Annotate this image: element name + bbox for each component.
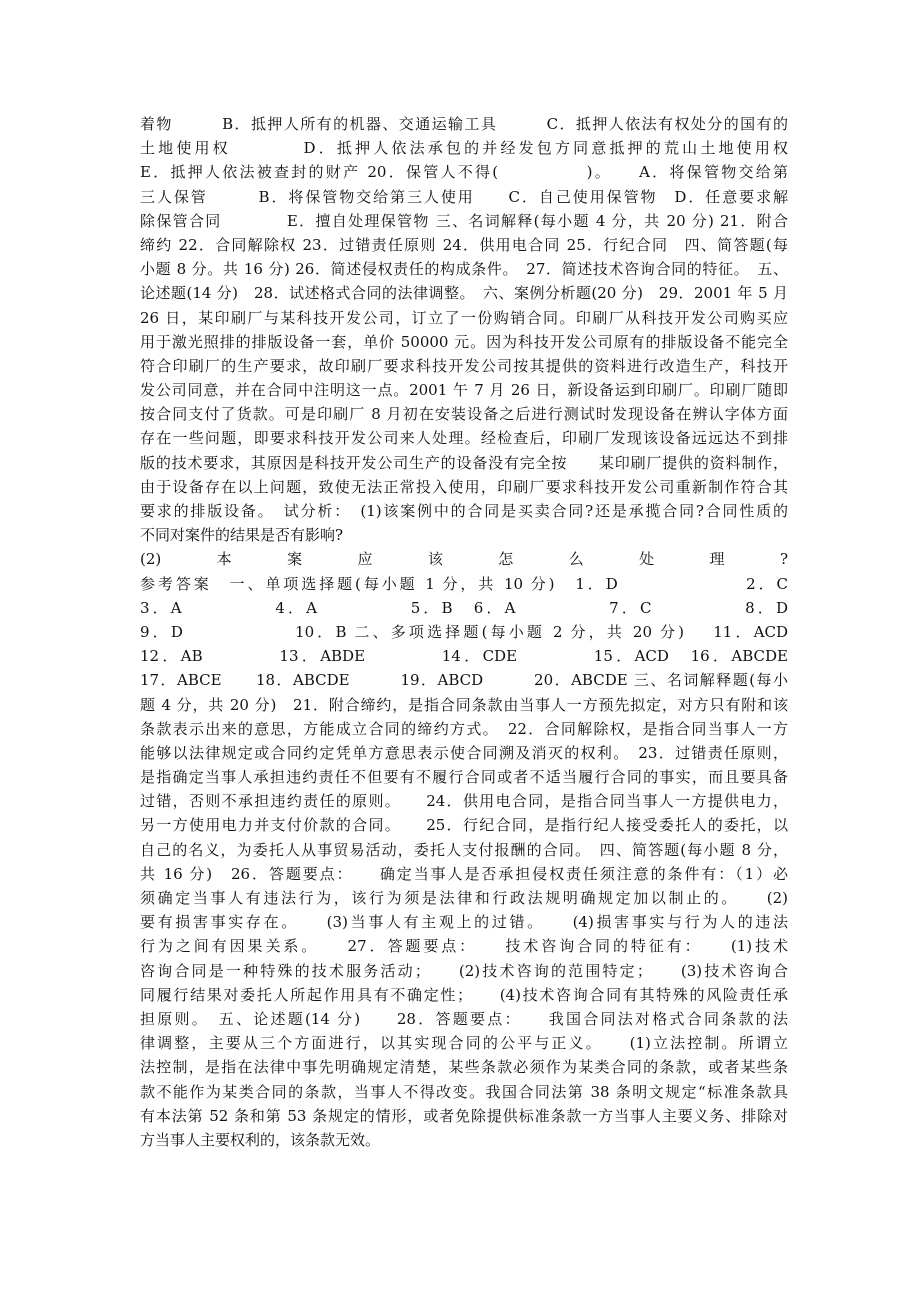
text-line: 要有损害事实存在。 (3)当事人有主观上的过错。 (4)损害事实与行为人的违法 [140,913,788,932]
text-line: 9．D 10．B 二、多项选择题(每小题 2 分，共 20 分) 11．ACD [140,622,788,641]
text-line: 不同对案件的结果是否有影响? [140,526,344,545]
text-line: 过错，否则不承担违约责任的原则。 24．供用电合同，是指合同当事人一方提供电力， [140,792,788,811]
text-line: 按合同支付了货款。可是印刷厂 8 月初在安装设备之后进行测试时发现设备在辨认字体方面 [140,405,788,424]
text-line: 缔约 22．合同解除权 23．过错责任原则 24．供用电合同 25．行纪合同 四、简答题(每 [140,235,788,254]
text-line: 担原则。 五、论述题(14 分) 28．答题要点： 我国合同法对格式合同条款的法 [140,1009,788,1028]
document-body [140,112,788,1152]
text-line: 发公司同意，并在合同中注明这一点。2001 午 7 月 26 日，新设备运到印刷厂。印刷厂随即 [140,381,788,400]
text-line: 另一方使用电力并支付价款的合同。 25．行纪合同，是指行纪人接受委托人的委托，以 [140,816,788,835]
text-line: 土地使用权 D．抵押人依法承包的并经发包方同意抵押的荒山土地使用权 [140,139,788,158]
text-line: 26 日，某印刷厂与某科技开发公司，订立了一份购销合同。印刷厂从科技开发公司购买应 [140,308,788,327]
text-line: 用于激光照排的排版设备一套，单价 50000 元。因为科技开发公司原有的排版设备不能完全 [140,332,788,351]
text-line: 咨询合同是一种特殊的技术服务活动； (2)技术咨询的范围特定； (3)技术咨询合 [140,961,788,980]
text-line: 小题 8 分。共 16 分) 26．简述侵权责任的构成条件。 27．简述技术咨询合同的特征。 五、 [140,260,788,279]
text-line: 律调整，主要从三个方面进行，以其实现合同的公平与正义。 (1)立法控制。所谓立 [140,1034,788,1053]
text-line: 是指确定当事人承担违约责任不但要有不履行合同或者不适当履行合同的事实，而且要具备 [140,768,788,787]
text-line: 三人保管 B．将保管物交给第三人使用 C．自己使用保管物 D．任意要求解 [140,187,788,206]
text-line: 要求的排版设备。 试分析： (1)该案例中的合同是买卖合同?还是承揽合同?合同性质的 [140,502,788,520]
text-line: 法控制，是指在法律中事先明确规定清楚，某些条款必须作为某类合同的条款，或者某些条 [140,1058,788,1077]
text-line: 由于设备存在以上问题，致使无法正常投入使用，印刷厂要求科技开发公司重新制作符合其 [140,477,788,496]
text-line: 12．AB 13．ABDE 14．CDE 15．ACD 16．ABCDE [140,647,788,666]
text-line: 参考答案 一、单项选择题(每小题 1 分，共 10 分) 1．D 2．C [140,574,788,593]
text-line: 条款表示出来的意思，方能成立合同的缔约方式。 22．合同解除权，是指合同当事人一方 [140,719,788,738]
text-line: 题 4 分，共 20 分) 21．附合缔约，是指合同条款由当事人一方预先拟定，对方只有附和该 [140,695,788,714]
text-line: 行为之间有因果关系。 27．答题要点： 技术咨询合同的特征有： (1)技术 [140,937,788,956]
text-line: 版的技术要求，其原因是科技开发公司生产的设备没有完全按 某印刷厂提供的资料制作， [140,453,788,472]
text-line: 除保管合同 E．擅自处理保管物 三、名词解释(每小题 4 分，共 20 分) 21．附合 [140,211,788,230]
text-line: 论述题(14 分) 28．试述格式合同的法律调整。 六、案例分析题(20 分) 29．2001 年 5 月 [140,284,788,303]
text-line: 同履行结果对委托人所起作用具有不确定性； (4)技术咨询合同有其特殊的风险责任承 [140,985,788,1004]
text-line: 款不能作为某类合同的条款，当事人不得改变。我国合同法第 38 条明文规定“标准条款具 [140,1082,788,1101]
text-line: (2) 本 案 应 该 怎 么 处 理 ? [140,550,788,569]
text-line: 须确定当事人有违法行为，该行为须是法律和行政法规明确规定加以制止的。 (2) [140,889,788,907]
text-line: 共 16 分) 26．答题要点： 确定当事人是否承担侵权责任须注意的条件有：（1）必 [140,864,788,883]
text-line: 能够以法律规定或合同约定凭单方意思表示使合同溯及消灭的权利。 23．过错责任原则， [140,743,788,762]
text-line: 存在一些问题，即要求科技开发公司来人处理。经检查后，印刷厂发现该设备远远达不到排 [140,429,788,448]
text-line: 着物 B．抵押人所有的机器、交通运输工具 C．抵押人依法有权处分的国有的 [140,115,788,133]
text-line: E．抵押人依法被查封的财产 20．保管人不得( )。 A．将保管物交给第 [140,163,788,182]
text-line: 符合印刷厂的生产要求，故印刷厂要求科技开发公司按其提供的资料进行改造生产，科技开 [140,356,788,375]
text-line: 3．A 4．A 5．B 6．A 7．C 8．D [140,598,788,617]
text-line: 方当事人主要权利的，该条款无效。 [140,1130,381,1149]
text-line: 17．ABCE 18．ABCDE 19．ABCD 20．ABCDE 三、名词解释题(每小 [140,671,788,690]
text-line: 有本法第 52 条和第 53 条规定的情形，或者免除提供标准条款一方当事人主要义务、排除对 [140,1106,788,1125]
text-line: 自己的名义，为委托人从事贸易活动，委托人支付报酬的合同。 四、简答题(每小题 8 分， [140,840,788,859]
